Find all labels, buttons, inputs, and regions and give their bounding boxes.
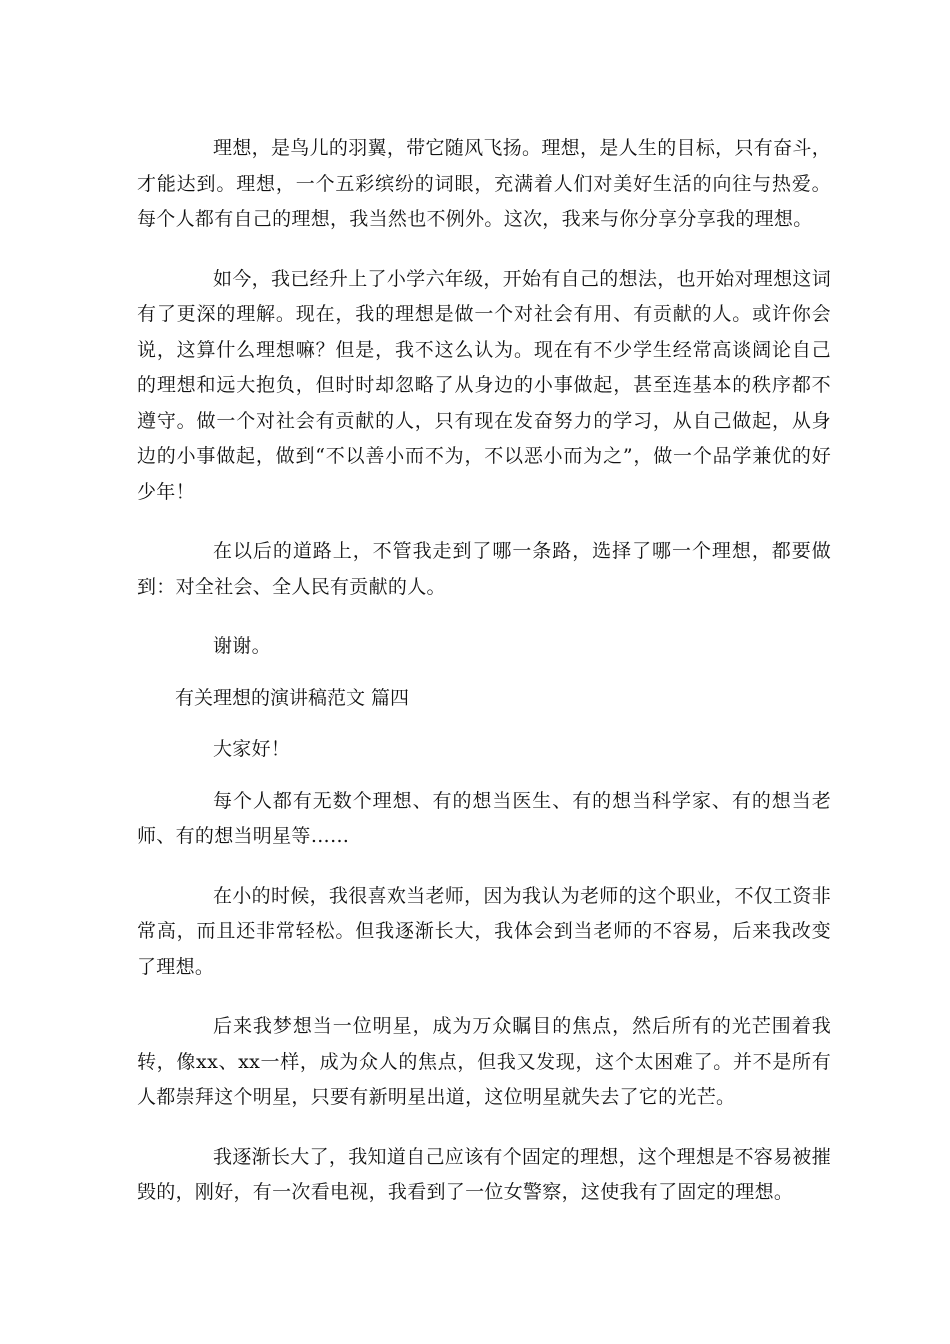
paragraph-3: 在以后的道路上，不管我走到了哪一条路，选择了哪一个理想，都要做到：对全社会、全人民有贡献的人。 <box>137 540 831 598</box>
paragraph-1: 理想，是鸟儿的羽翼，带它随风飞扬。理想，是人生的目标，只有奋斗，才能达到。理想，一个五彩缤纷的词眼，充满着人们对美好生活的向往与热爱。每个人都有自己的理想，我当然也不例外。这次，我来与你分享分享我的理想。 <box>137 137 831 230</box>
document-body <box>137 131 831 1235</box>
paragraph-thanks: 谢谢。 <box>213 635 271 657</box>
paragraph-4: 每个人都有无数个理想、有的想当医生、有的想当科学家、有的想当老师、有的想当明星等…… <box>137 789 831 847</box>
paragraph-6: 后来我梦想当一位明星，成为万众瞩目的焦点，然后所有的光芒围着我转，像xx、xx一样，成为众人的焦点，但我又发现，这个太困难了。并不是所有人都崇拜这个明星，只要有新明星出道，这位明星就失去了它的光芒。 <box>137 1015 831 1108</box>
paragraph-7: 我逐渐长大了，我知道自己应该有个固定的理想，这个理想是不容易被摧毁的，刚好，有一次看电视，我看到了一位女警察，这使我有了固定的理想。 <box>137 1145 831 1203</box>
paragraph-greeting: 大家好！ <box>213 738 291 760</box>
paragraph-2: 如今，我已经升上了小学六年级，开始有自己的想法，也开始对理想这词有了更深的理解。现在，我的理想是做一个对社会有用、有贡献的人。或许你会说，这算什么理想嘛？但是，我不这么认为。现在有不少学生经常高谈阔论自己的理想和远大抱负，但时时却忽略了从身边的小事做起，甚至连基本的秩序都不遵守。做一个对社会有贡献的人，只有现在发奋努力的学习，从自己做起，从身边的小事做起，做到“不以善小而不为，不以恶小而为之”，做一个品学兼优的好少年！ <box>137 267 831 503</box>
paragraph-5: 在小的时候，我很喜欢当老师，因为我认为老师的这个职业，不仅工资非常高，而且还非常轻松。但我逐渐长大，我体会到当老师的不容易，后来我改变了理想。 <box>137 884 831 978</box>
section-heading: 有关理想的演讲稿范文 篇四 <box>175 686 410 709</box>
